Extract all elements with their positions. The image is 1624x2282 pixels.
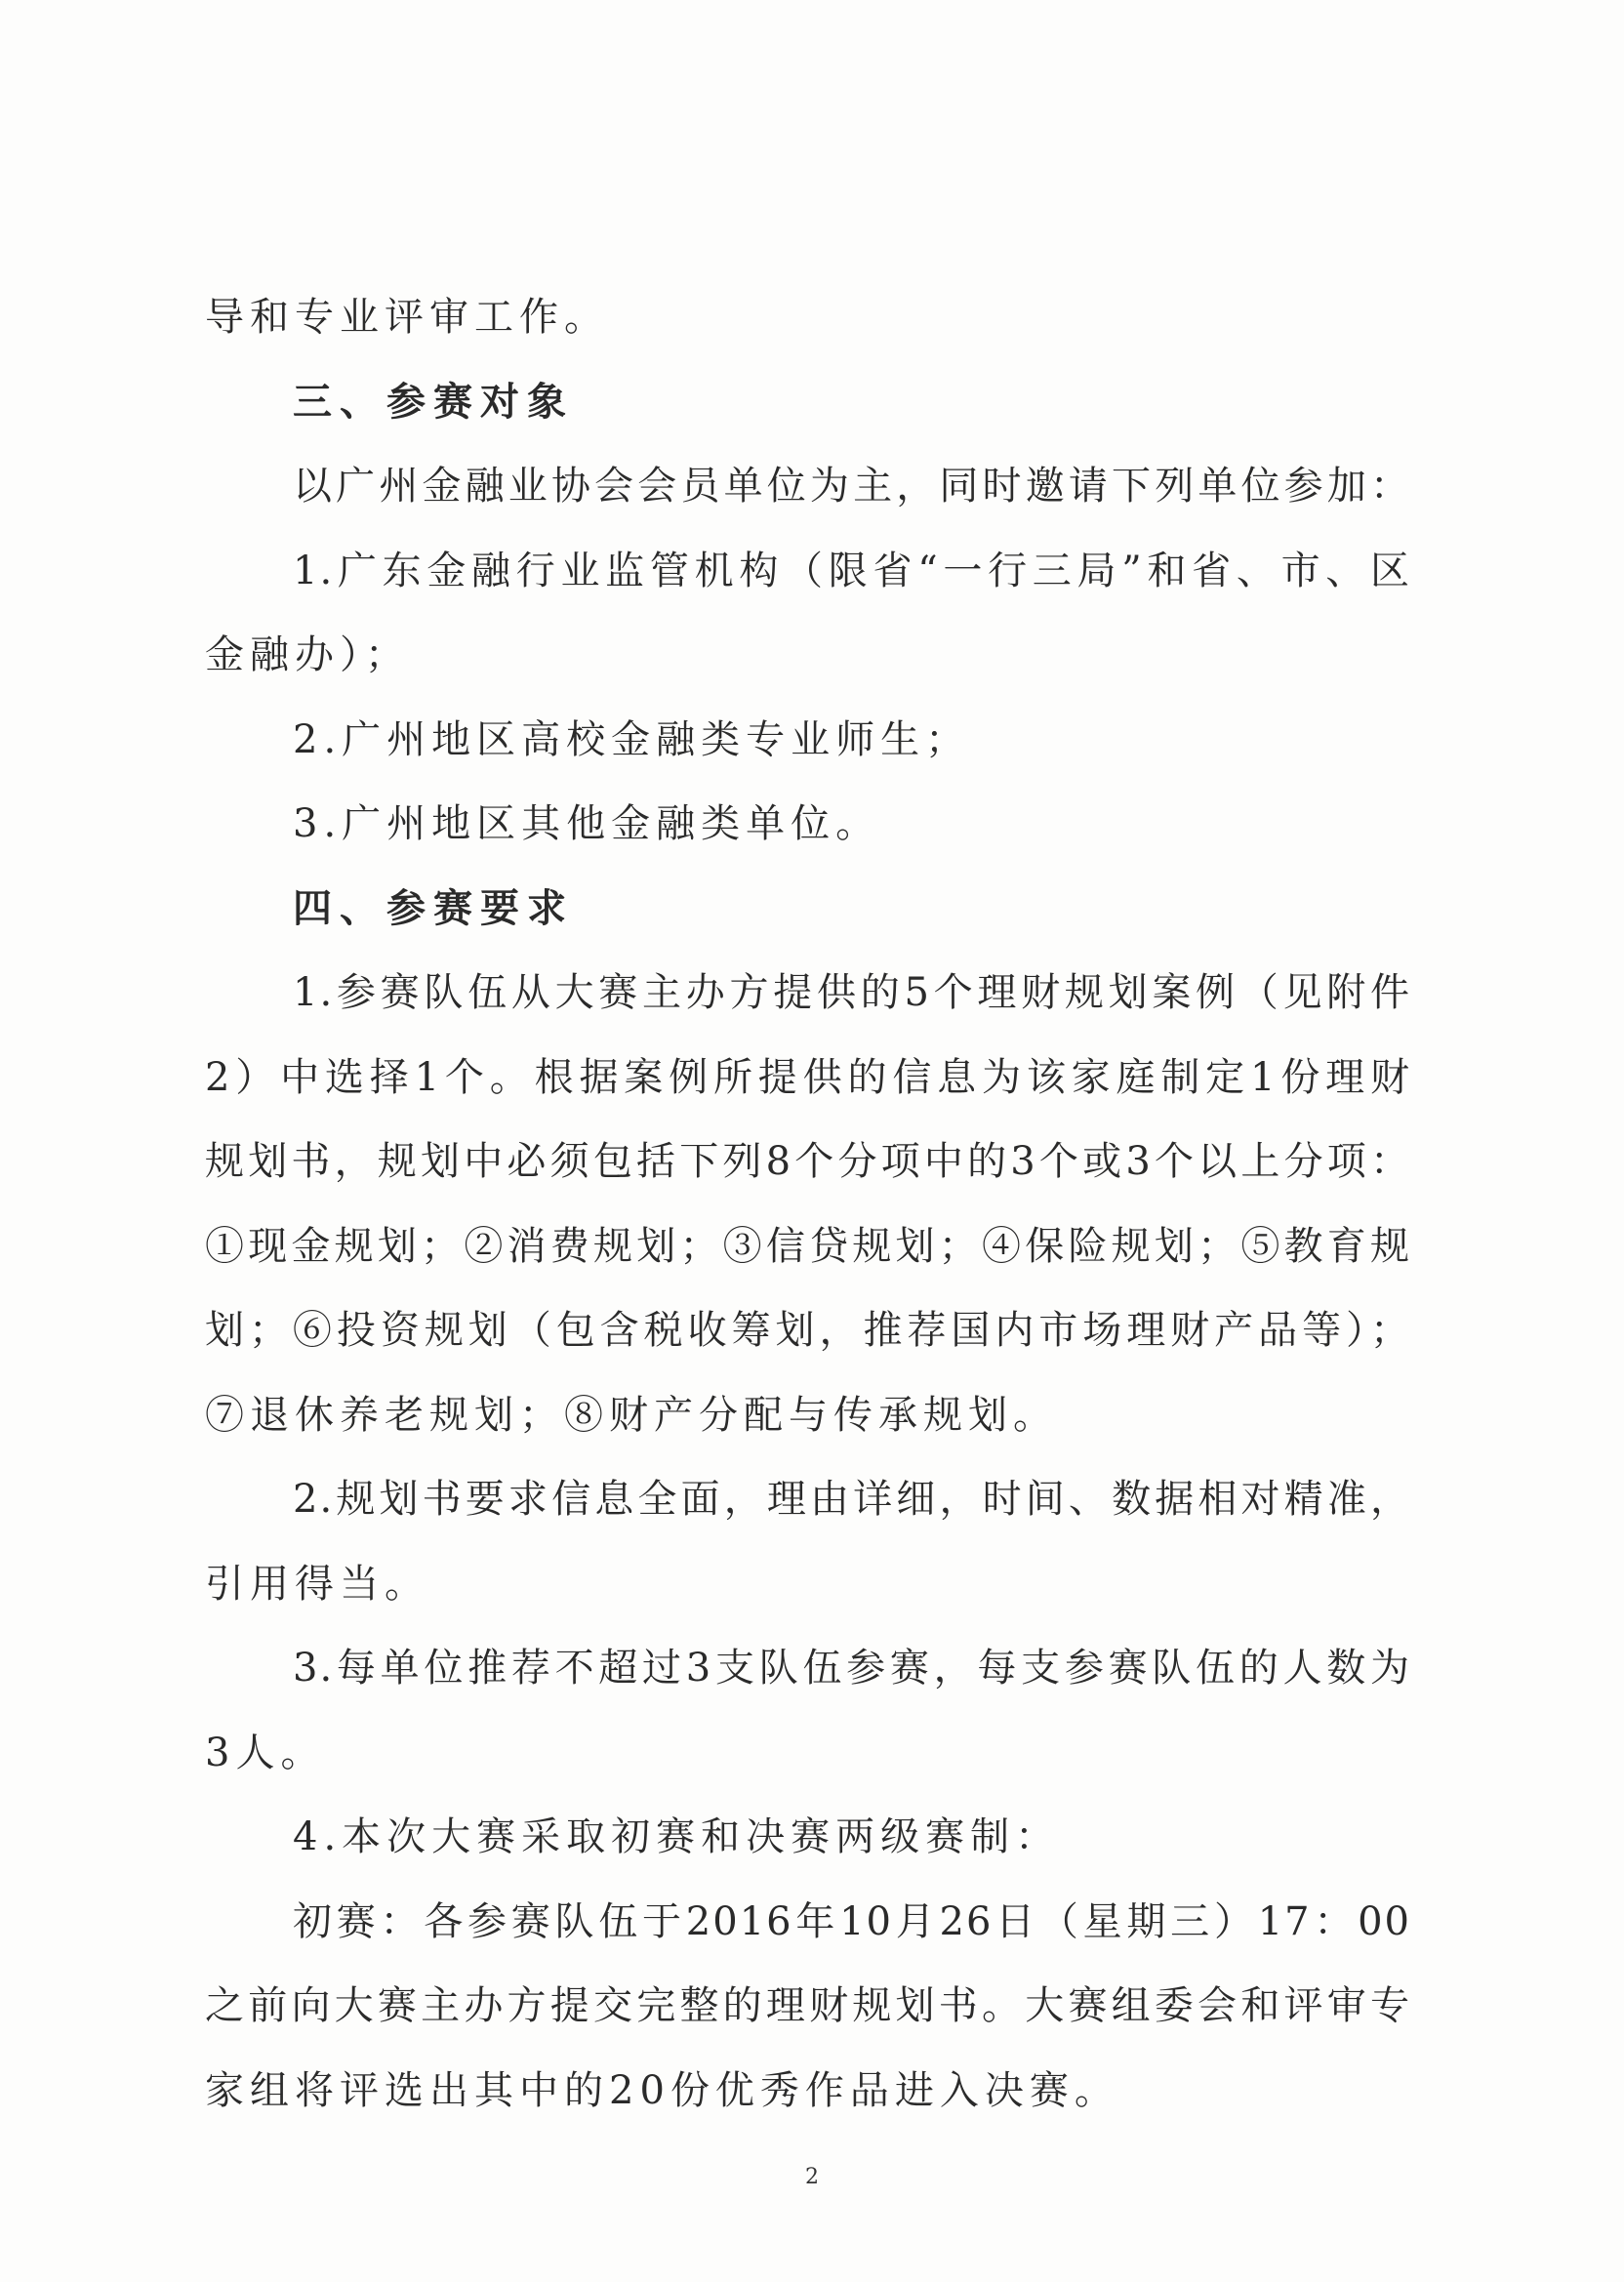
list-item: 1.广东金融行业监管机构（限省“一行三局”和省、市、区	[293, 548, 1411, 593]
list-item-continuation: 划；⑥投资规划（包含税收筹划，推荐国内市场理财产品等）；	[205, 1308, 1411, 1353]
list-item: 1.参赛队伍从大赛主办方提供的5个理财规划案例（见附件	[293, 970, 1411, 1015]
page-number: 2	[805, 2165, 819, 2189]
list-item: 3.每单位推荐不超过3支队伍参赛，每支参赛队伍的人数为	[293, 1646, 1411, 1691]
list-item-continuation: 金融办）；	[205, 632, 410, 677]
paragraph-line: 初赛：各参赛队伍于2016年10月26日（星期三）17：00	[293, 1898, 1411, 1944]
list-item: 2.规划书要求信息全面，理由详细，时间、数据相对精准，	[293, 1477, 1411, 1522]
list-item: 3.广州地区其他金融类单位。	[293, 801, 881, 846]
list-item-continuation: 规划书，规划中必须包括下列8个分项中的3个或3个以上分项：	[205, 1139, 1411, 1184]
section-heading-participants: 三、参赛对象	[293, 378, 574, 425]
list-item-continuation: 引用得当。	[205, 1561, 429, 1607]
list-item: 2.广州地区高校金融类专业师生；	[293, 716, 971, 762]
paragraph-line: 之前向大赛主办方提交完整的理财规划书。大赛组委会和评审专	[205, 1983, 1411, 2028]
section-heading-requirements: 四、参赛要求	[293, 884, 574, 931]
list-item-continuation: ①现金规划；②消费规划；③信贷规划；④保险规划；⑤教育规	[205, 1223, 1411, 1269]
paragraph-line: 家组将评选出其中的20份优秀作品进入决赛。	[205, 2067, 1119, 2113]
list-item-continuation: 2）中选择1个。根据案例所提供的信息为该家庭制定1份理财	[205, 1054, 1411, 1100]
list-item: 4.本次大赛采取初赛和决赛两级赛制：	[293, 1814, 1061, 1859]
paragraph-line: 导和专业评审工作。	[205, 295, 609, 340]
list-item-continuation: 3人。	[205, 1730, 326, 1775]
paragraph-line: 以广州金融业协会会员单位为主，同时邀请下列单位参加：	[293, 464, 1411, 509]
list-item-continuation: ⑦退休养老规划；⑧财产分配与传承规划。	[205, 1392, 1058, 1438]
document-body	[205, 275, 1411, 2133]
